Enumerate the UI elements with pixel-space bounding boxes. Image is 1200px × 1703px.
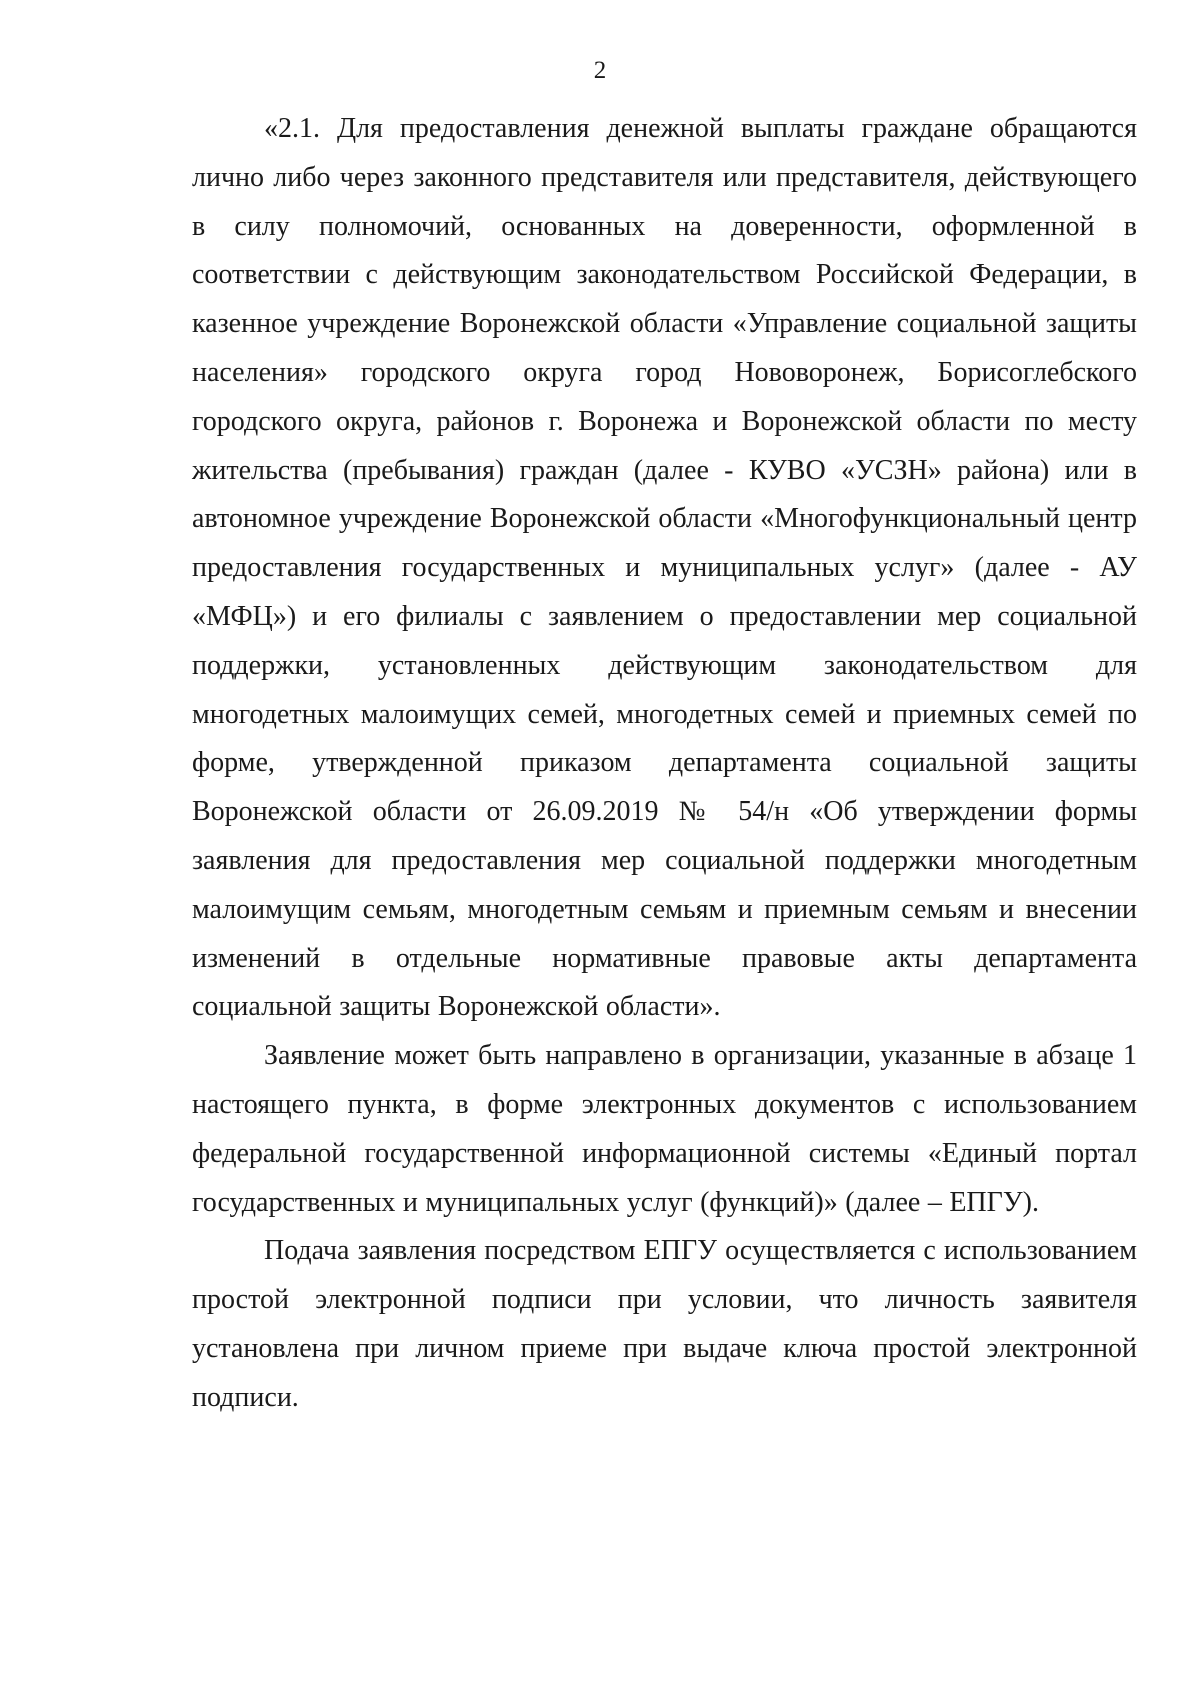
paragraph-epgu-signature: Подача заявления посредством ЕПГУ осуществляется с использованием простой электронной подписи при условии, что личность заявителя установлена при личном приеме при выдаче ключа простой электронной подписи. <box>192 1235 1137 1413</box>
page-number: 2 <box>593 57 607 84</box>
paragraph-2-1: «2.1. Для предоставления денежной выплаты граждане обращаются лично либо через законного представителя или представителя, действующего в силу полномочий, основанных на доверенности, оформленной в соответствии с действующим законодательством Российской Федерации, в казенное учреждение Воронежской области «Управление социальной защиты населения» городского округа город Нововоронеж, Борисоглебского городского округа, районов г. Воронежа и Воронежской области по месту жительства (пребывания) граждан (далее - КУВО «УСЗН» района) или в автономное учреждение Воронежской области «Многофункциональный центр предоставления государственных и муниципальных услуг» (далее - АУ «МФЦ») и его филиалы с заявлением о предоставлении мер социальной поддержки, установленных действующим законодательством для многодетных малоимущих семей, многодетных семей и приемных семей по форме, утвержденной приказом департамента социальной защиты Воронежской области от 26.09.2019 № 54/н «Об утверждении формы заявления для предоставления мер социальной поддержки многодетным малоимущим семьям, многодетным семьям и приемным семьям и внесении изменений в отдельные нормативные правовые акты департамента социальной защиты Воронежской области». <box>192 113 1137 1023</box>
document-body <box>192 105 1137 1423</box>
paragraph-electronic-submission: Заявление может быть направлено в организации, указанные в абзаце 1 настоящего пункта, в форме электронных документов с использованием федеральной государственной информационной системы «Единый портал государственных и муниципальных услуг (функций)» (далее – ЕПГУ). <box>192 1040 1137 1218</box>
